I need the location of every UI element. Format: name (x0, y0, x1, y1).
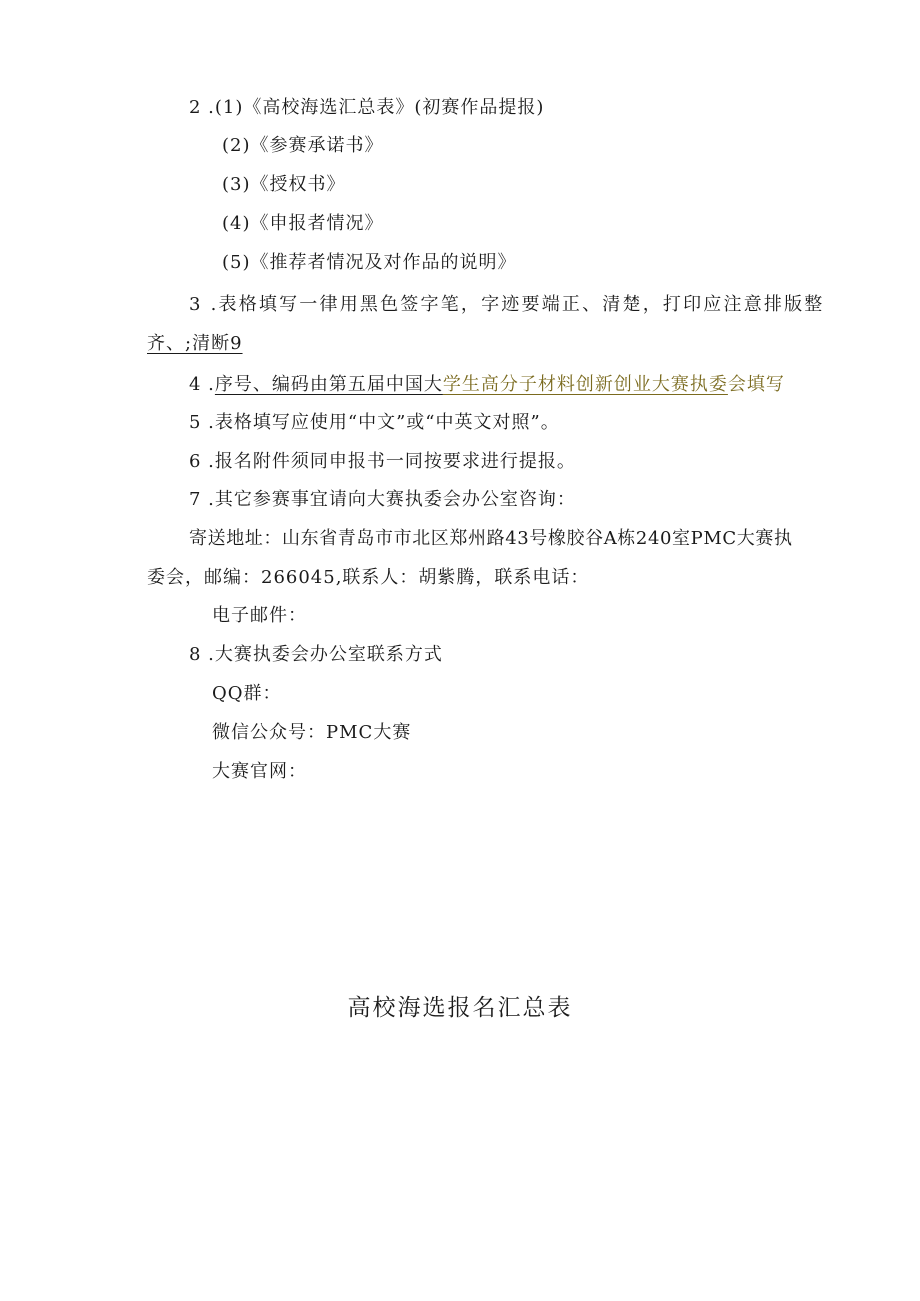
item-2-4: (4)《申报者情况》 (222, 213, 384, 234)
item-6: 6 .报名附件须同申报书一同按要求进行提报。 (189, 451, 576, 472)
table-title: 高校海选报名汇总表 (347, 995, 573, 1021)
item-4-underlined-text: 序号、编码由第五届中国大 (214, 374, 443, 395)
address-line-2: 委会，邮编：266045,联系人：胡紫腾，联系电话： (147, 567, 590, 588)
item-4-number: 4 . (189, 374, 215, 395)
email-label: 电子邮件： (212, 605, 307, 626)
item-2-2: (2)《参赛承诺书》 (222, 135, 384, 156)
qq-group-label: QQ群： (212, 683, 282, 704)
item-3-line-1: 3 .表格填写一律用黑色签字笔，字迹要端正、清楚，打印应注意排版整 (189, 294, 825, 315)
item-4-highlighted-text: 学生高分子材料创新创业大赛执委 (442, 374, 728, 395)
website-label: 大赛官网： (212, 761, 307, 782)
address-line-1: 寄送地址：山东省青岛市市北区郑州路43号橡胶谷A栋240室PMC大赛执 (189, 528, 793, 549)
item-2-3: (3)《授权书》 (222, 174, 346, 195)
item-2-1: 2 .(1)《高校海选汇总表》(初赛作品提报) (189, 97, 545, 118)
item-3-line-2: 齐、;清断9 (147, 333, 243, 354)
item-7: 7 .其它参赛事宜请向大赛执委会办公室咨询： (189, 489, 576, 510)
wechat-label: 微信公众号：PMC大赛 (212, 722, 412, 743)
item-8: 8 .大赛执委会办公室联系方式 (189, 644, 443, 665)
item-4 (189, 373, 785, 397)
item-2-5: (5)《推荐者情况及对作品的说明》 (222, 252, 517, 273)
item-5: 5 .表格填写应使用“中文”或“中英文对照”。 (189, 412, 560, 433)
item-4-tail: 会填写 (727, 374, 785, 395)
